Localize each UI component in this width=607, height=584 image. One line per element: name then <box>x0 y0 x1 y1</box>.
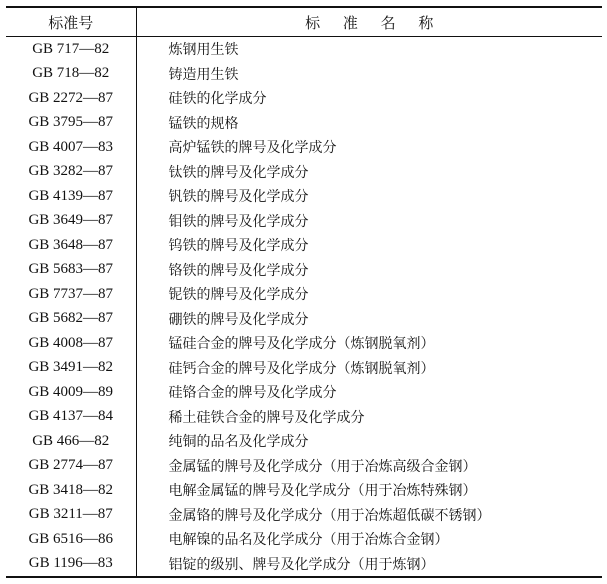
standard-code: GB 3282—87 <box>6 160 136 185</box>
standard-code: GB 3211—87 <box>6 503 136 528</box>
standard-name: 高炉锰铁的牌号及化学成分 <box>168 140 337 157</box>
standard-code: GB 1196—83 <box>6 552 136 578</box>
standard-name: 硅铁的化学成分 <box>168 91 267 108</box>
standard-code: GB 5683—87 <box>6 258 136 283</box>
standard-code: GB 466—82 <box>6 429 136 454</box>
standard-code: GB 6516—86 <box>6 527 136 552</box>
standards-table <box>6 6 602 578</box>
table-row <box>6 135 602 160</box>
table-row <box>6 552 602 578</box>
table-row <box>6 86 602 111</box>
table-row <box>6 62 602 87</box>
standard-code: GB 2774—87 <box>6 454 136 479</box>
standard-code: GB 4008—87 <box>6 331 136 356</box>
table-row <box>6 258 602 283</box>
table-row <box>6 160 602 185</box>
standard-name: 硼铁的牌号及化学成分 <box>168 311 309 328</box>
standard-code: GB 2272—87 <box>6 86 136 111</box>
standard-name: 铬铁的牌号及化学成分 <box>168 262 309 279</box>
standard-code: GB 717—82 <box>6 37 136 62</box>
table-row <box>6 233 602 258</box>
table-row <box>6 209 602 234</box>
standard-code: GB 4009—89 <box>6 380 136 405</box>
standard-code: GB 3649—87 <box>6 209 136 234</box>
table-row <box>6 37 602 62</box>
table-row <box>6 527 602 552</box>
standard-code: GB 3648—87 <box>6 233 136 258</box>
standard-name: 钼铁的牌号及化学成分 <box>168 213 309 230</box>
table-row <box>6 184 602 209</box>
standard-code: GB 7737—87 <box>6 282 136 307</box>
standard-code: GB 4139—87 <box>6 184 136 209</box>
standard-name: 金属锰的牌号及化学成分（用于冶炼高级合金钢） <box>168 458 477 475</box>
table-row <box>6 405 602 430</box>
standard-name: 锰硅合金的牌号及化学成分（炼钢脱氧剂） <box>168 336 435 353</box>
standard-name: 锰铁的规格 <box>168 115 239 132</box>
table-row <box>6 478 602 503</box>
standard-name: 电解金属锰的牌号及化学成分（用于冶炼特殊钢） <box>168 483 477 500</box>
table-row <box>6 307 602 332</box>
table-row <box>6 503 602 528</box>
standard-name: 铸造用生铁 <box>168 66 239 83</box>
standard-name: 稀土硅铁合金的牌号及化学成分 <box>168 409 365 426</box>
header-standard-name: 标 准 名 称 <box>136 7 602 37</box>
table-row <box>6 356 602 381</box>
standard-code: GB 3795—87 <box>6 111 136 136</box>
standard-code: GB 3418—82 <box>6 478 136 503</box>
standard-name: 铌铁的牌号及化学成分 <box>168 287 309 304</box>
table-row <box>6 454 602 479</box>
standard-name: 钛铁的牌号及化学成分 <box>168 164 309 181</box>
table-row <box>6 111 602 136</box>
standard-name: 电解镍的品名及化学成分（用于冶炼合金钢） <box>168 532 449 549</box>
header-row <box>6 7 602 37</box>
standard-name: 纯铜的品名及化学成分 <box>168 434 309 451</box>
header-standard-code: 标准号 <box>6 7 136 37</box>
standard-code: GB 4007—83 <box>6 135 136 160</box>
standard-code: GB 718—82 <box>6 62 136 87</box>
standard-name: 炼钢用生铁 <box>168 42 239 59</box>
standard-name: 铝锭的级别、牌号及化学成分（用于炼钢） <box>136 552 602 578</box>
table-row <box>6 429 602 454</box>
standard-name: 硅钙合金的牌号及化学成分（炼钢脱氧剂） <box>168 360 435 377</box>
standard-code: GB 3491—82 <box>6 356 136 381</box>
standard-name: 硅铬合金的牌号及化学成分 <box>168 385 337 402</box>
table-row <box>6 331 602 356</box>
table-row <box>6 380 602 405</box>
standard-name: 钒铁的牌号及化学成分 <box>168 189 309 206</box>
table-row <box>6 282 602 307</box>
standard-name: 金属铬的牌号及化学成分（用于冶炼超低碳不锈钢） <box>168 507 491 524</box>
standard-code: GB 4137—84 <box>6 405 136 430</box>
standard-code: GB 5682—87 <box>6 307 136 332</box>
standard-name: 钨铁的牌号及化学成分 <box>168 238 309 255</box>
